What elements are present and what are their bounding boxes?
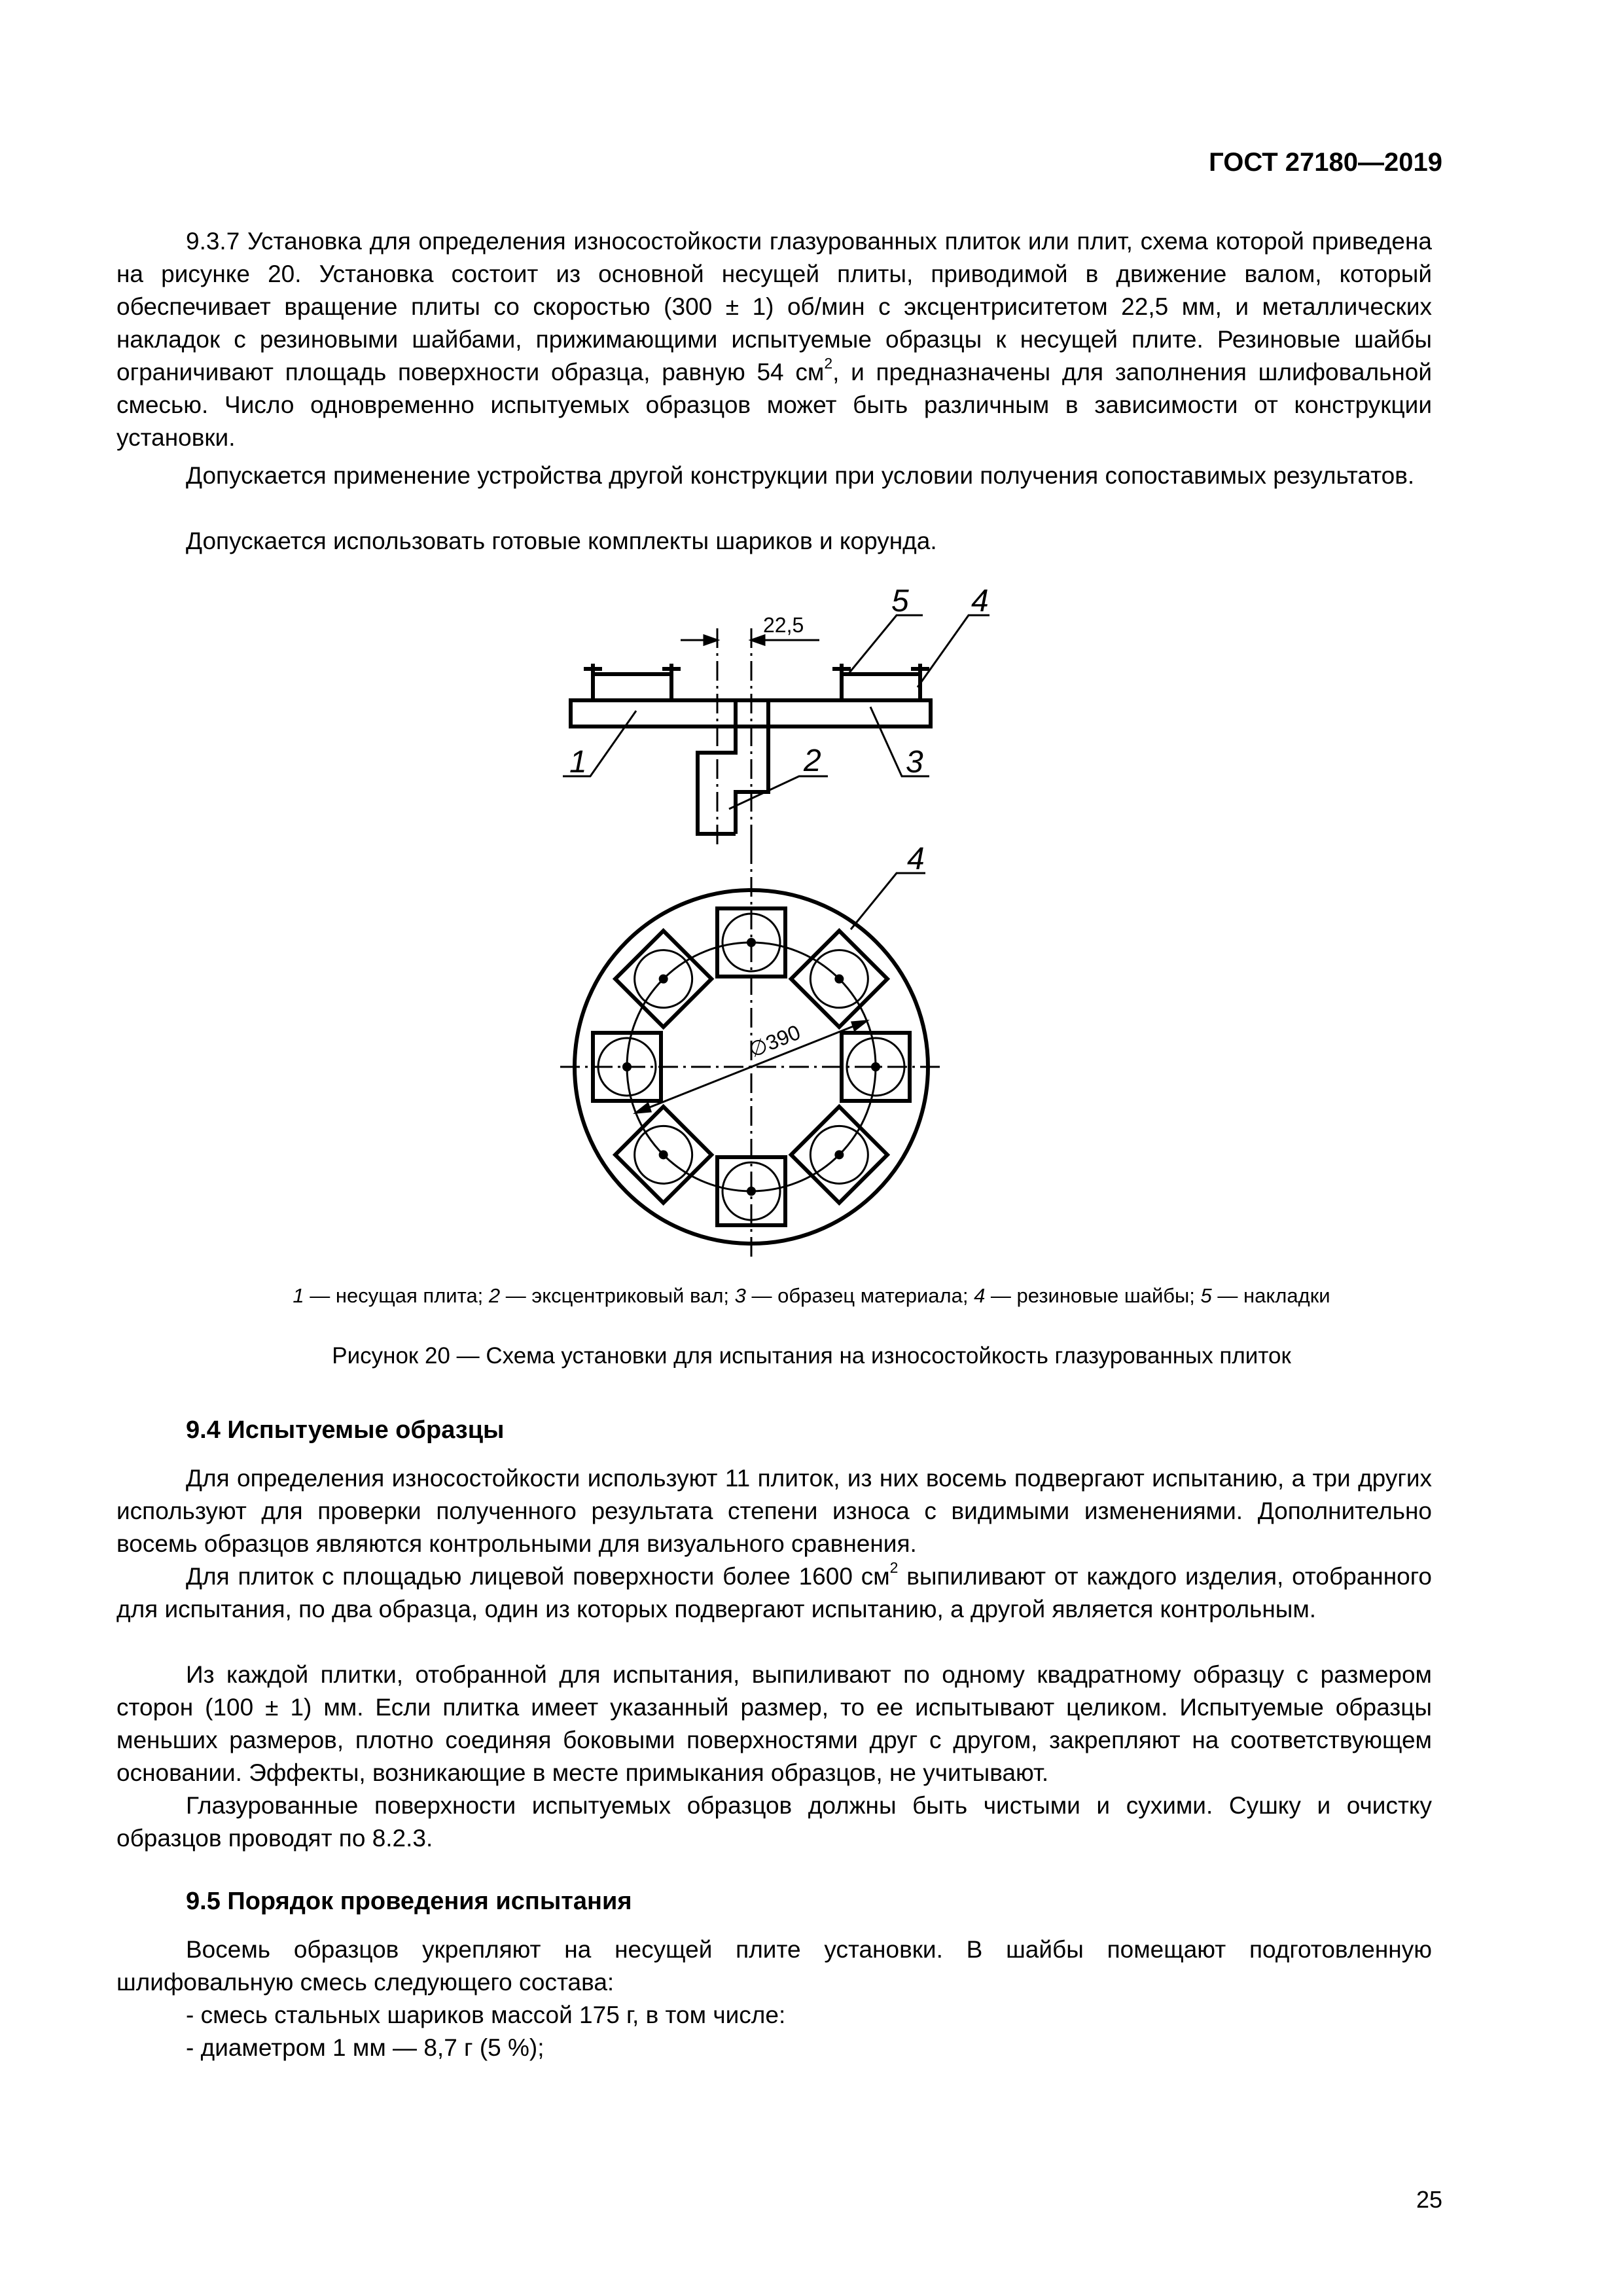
legend-num: 5: [1200, 1284, 1212, 1307]
legend-num: 3: [734, 1284, 746, 1307]
leader-4-top: [918, 615, 990, 687]
page-number: 25: [1416, 2186, 1442, 2213]
leader-4-bottom: [851, 873, 925, 929]
paragraph-9-4-4: Глазурованные поверхности испытуемых образцов должны быть чистыми и сухими. Сушку и очистку образцов проводят по 8.2.3.: [116, 1792, 1432, 1852]
dimension-22-5: [681, 636, 819, 645]
washer-center-dot: [622, 1062, 632, 1071]
text-segment: , и предназначены для заполнения шлифовальной смесью. Число одновременно испытуемых образцов может быть различным в зависимости от конструкции установки.: [116, 359, 1432, 451]
legend-num: 4: [974, 1284, 986, 1307]
washer-center-dot: [747, 1187, 756, 1196]
dimension-eccentricity-label: 22,5: [763, 613, 804, 637]
paragraph-9-4-1: Для определения износостойкости используют 11 плиток, из них восемь подвергают испытанию, а три других используют для проверки полученного результата степени износа с видимыми изменениями. Дополнительно восемь образцов являются контрольными для визуального сравнения.: [116, 1465, 1432, 1557]
paragraph-9-5-1: Восемь образцов укрепляют на несущей плите установки. В шайбы помещают подготовленную шлифовальную смесь следующего состава:: [116, 1936, 1432, 1996]
legend-text: — эксцентриковый вал;: [500, 1284, 735, 1307]
overlay-left: [593, 674, 671, 700]
washer-center-dot: [747, 938, 756, 947]
superscript: 2: [889, 1559, 899, 1577]
dimension-diameter-label: ∅390: [745, 1020, 804, 1062]
legend-text: — образец материала;: [745, 1284, 974, 1307]
paragraph-ready-kits: Допускается использовать готовые комплекты шариков и корунда.: [186, 528, 937, 554]
list-item: - диаметром 1 мм — 8,7 г (5 %);: [186, 2034, 544, 2061]
legend-text: — резиновые шайбы;: [985, 1284, 1201, 1307]
callout-4-top: 4: [971, 584, 989, 619]
text-segment: выпиливают от каждого изделия, отобранного для испытания, по два образца, один из которых подвергают испытанию, а другой является контрольным.: [116, 1563, 1433, 1623]
washer-center-dot: [659, 975, 668, 984]
legend-num: 2: [488, 1284, 501, 1307]
callout-2: 2: [804, 744, 821, 778]
paragraph-alt-device: Допускается применение устройства другой конструкции при условии получения сопоставимых результатов.: [186, 462, 1415, 489]
washer-center-dot: [871, 1062, 880, 1071]
washer-center-dot: [834, 975, 844, 984]
legend-text: — накладки: [1211, 1284, 1330, 1307]
leader-5: [848, 615, 923, 674]
figure-caption: Рисунок 20 — Схема установки для испытания на износостойкость глазурованных плиток: [332, 1343, 1291, 1369]
section-heading-9-4: 9.4 Испытуемые образцы: [186, 1416, 505, 1444]
washer-center-dot: [659, 1150, 668, 1159]
figure-legend: [0, 1284, 1623, 1308]
callout-4-bottom: 4: [907, 842, 925, 876]
callout-3: 3: [906, 745, 923, 780]
washer-center-dot: [834, 1150, 844, 1159]
document-code: ГОСТ 27180—2019: [1209, 148, 1442, 177]
paragraph-9-4-3: Из каждой плитки, отобранной для испытания, выпиливают по одному квадратному образцу с размером сторон (100 ± 1) мм. Если плитка имеет указанный размер, то ее испытывают целиком. Испытуемые образцы меньших размеров, плотно соединяя боковыми поверхностями друг с другом, закрепляют на соответствующем основании. Эффекты, возникающие в месте примыкания образцов, не учитывают.: [116, 1661, 1432, 1786]
callout-1: 1: [569, 745, 587, 780]
superscript: 2: [824, 355, 833, 372]
list-item: - смесь стальных шариков массой 175 г, в том числе:: [186, 2001, 786, 2028]
section-heading-9-5: 9.5 Порядок проведения испытания: [186, 1888, 632, 1915]
legend-num: 1: [293, 1284, 304, 1307]
text-segment: Для плиток с площадью лицевой поверхности более 1600 см: [186, 1563, 890, 1590]
text-segment: 9.3.7 Установка для определения износостойкости глазурованных плиток или плит, схема которой приведена на рисунке 20. Установка состоит из основной несущей плиты, приводимой в движение валом, который обеспечивает вращение плиты со скоростью (300 ± 1) об/мин с эксцентриситетом 22,5 мм, и металлических накладок с резиновыми шайбами, прижимающими испытуемые образцы к несущей плите. Резиновые шайбы ограничивают площадь поверхности образца, равную 54 см: [116, 228, 1432, 386]
paragraph-9-4-2: [116, 1560, 1432, 1626]
overlay-right: [842, 674, 920, 700]
callout-5: 5: [891, 584, 909, 619]
legend-text: — несущая плита;: [304, 1284, 489, 1307]
